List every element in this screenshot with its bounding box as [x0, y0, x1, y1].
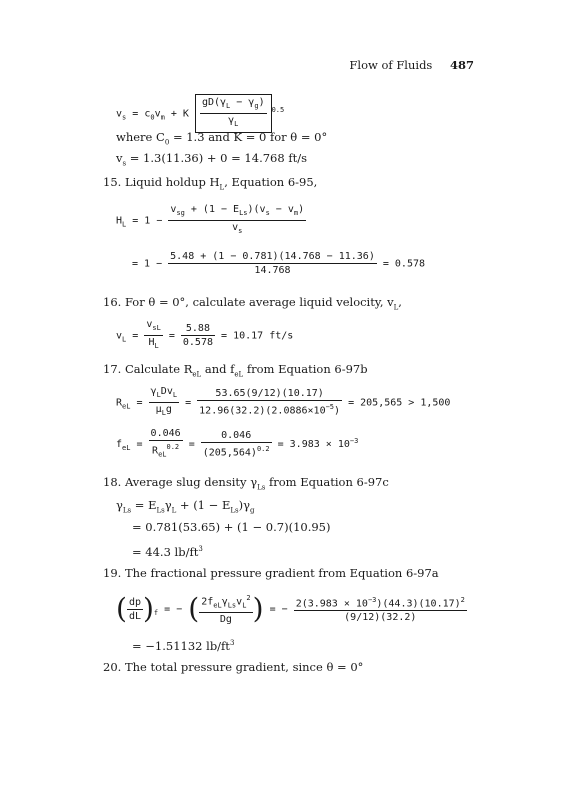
vl-formula: $v_L$ = $\frac{v_{sL}}{H_L}$ = $\frac{5.88}{0.578}$ = 10.17 ft/s — [116, 319, 294, 350]
dp-result: = −1.51132 $lb/ft^3$ — [132, 638, 235, 653]
dp-formula: ( $\frac{dp}{dL}$ )$_f$ = − ( $\frac{2f_{eL}\gamma_{Ls}v_L^2}{Dg}$ ) = − $\frac{2(3.983 \times 10^{-3})(44.3)(10.17)^2}{(9/12)(32.2)}$ — [116, 592, 465, 626]
vs-formula: $v_s = c_0v_m + K$ $\frac{gD(\gamma_L - \gamma_g)}{\gamma_L}$ $^{0.5}$ — [116, 94, 284, 133]
gamma-calc-1: = 0.781(53.65) + (1 − 0.7)(10.95) — [132, 520, 331, 534]
running-title: Flow of Fluids — [349, 58, 433, 72]
where-line: where $C_0 = 1.3$ and K = 0 for θ = 0° — [116, 130, 328, 147]
gamma-formula: $\gamma_{Ls} = E_{Ls}\gamma_L + (1 - E_{Ls})\gamma_g$ — [116, 498, 255, 515]
vs-calc-line: $v_s = 1.3(11.36) + 0 = 14.768$ ft/s — [116, 151, 307, 168]
re-formula: $R_{eL}$ = $\frac{\gamma_LDv_L}{\mu_Lg}$ = $\frac{53.65(9/12)(10.17)}{12.96(32.2)(2.0886\times 10^{-5})}$ = 205,565 > 1,500 — [116, 386, 451, 417]
page-number: 487 — [449, 58, 474, 72]
item-17: 17. Calculate $R_{eL}$ and $f_{eL}$ from Equation 6-97b — [103, 362, 368, 379]
gamma-calc-2: = 44.3 $lb/ft^3$ — [132, 544, 203, 559]
running-header — [349, 58, 474, 72]
item-19: 19. The fractional pressure gradient from Equation 6-97a — [103, 566, 439, 580]
f-formula: $f_{eL}$ = $\frac{0.046}{R_{eL}^{0.2}}$ = $\frac{0.046}{(205,564)^{0.2}}$ = $3.983 \times 10^{-3}$ — [116, 428, 359, 459]
item-15: 15. Liquid holdup $H_L$, Equation 6-95, — [103, 175, 318, 192]
item-20: 20. The total pressure gradient, since θ = 0° — [103, 660, 364, 674]
vs-bracket: $\frac{gD(\gamma_L - \gamma_g)}{\gamma_L}$ — [195, 94, 272, 133]
hl-formula: $H_L = 1$ − $\frac{v_{sg} + (1 - E_{Ls})(v_s - v_m)}{v_s}$ — [116, 204, 305, 235]
item-16: 16. For θ = 0°, calculate average liquid velocity, $v_L$, — [103, 295, 402, 312]
hl-calc: = 1 − $\frac{5.48 + (1 - 0.781)(14.768 - 11.36)}{14.768}$ = 0.578 — [132, 251, 426, 276]
item-18: 18. Average slug density $\gamma_{Ls}$ from Equation 6-97c — [103, 475, 389, 492]
